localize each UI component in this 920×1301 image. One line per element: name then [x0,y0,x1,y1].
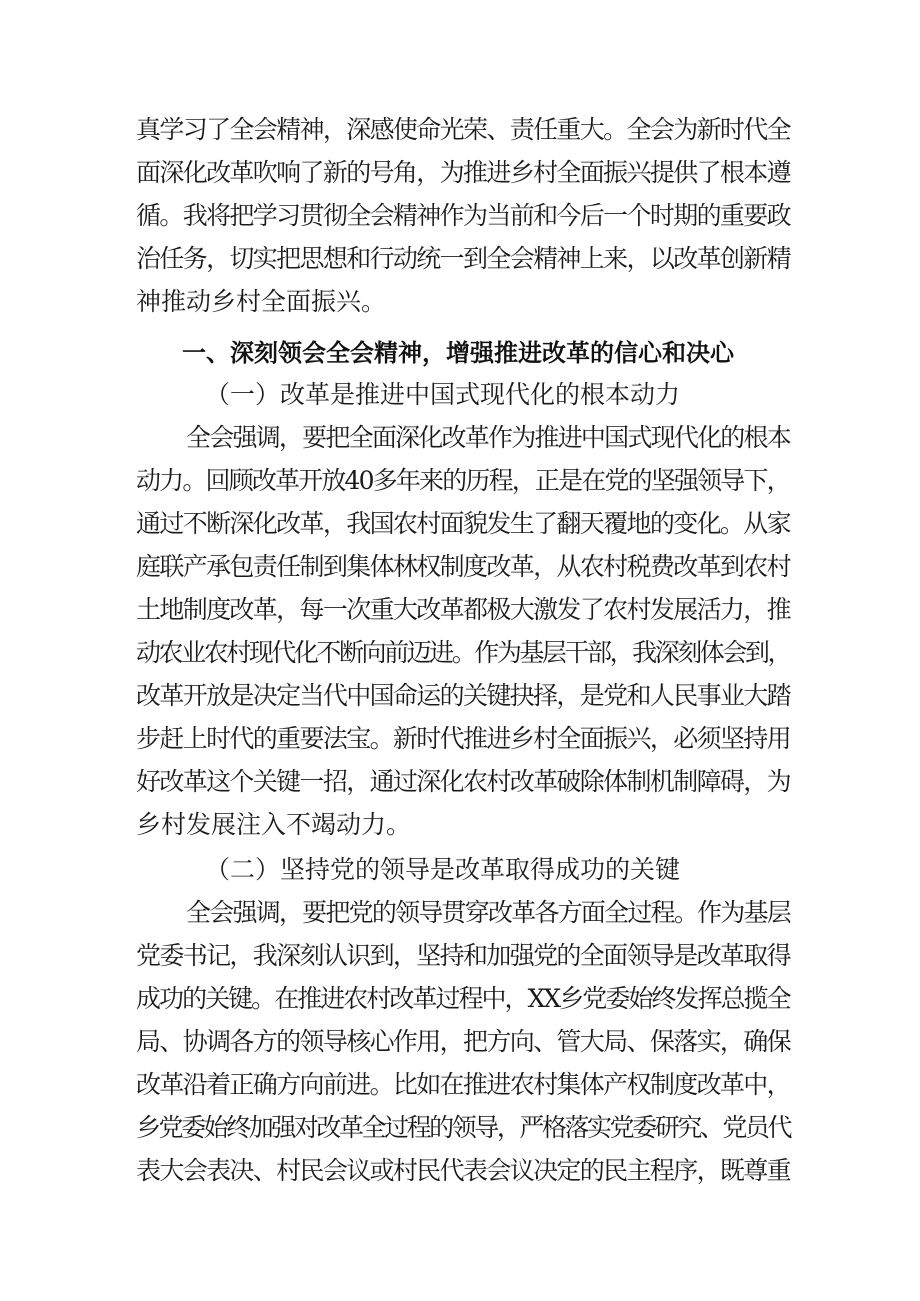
body-line: 乡村发展注入不竭动力。 [136,810,412,839]
subsection-heading: （一）改革是推进中国式现代化的根本动力 [205,380,681,409]
body-line: 乡党委始终加强对改革全过程的领导，严格落实党委研究、党员代 [136,1113,791,1142]
body-line: 表大会表决、村民会议或村民代表会议决定的民主程序，既尊重 [136,1156,791,1185]
body-line: 改革沿着正确方向前进。比如在推进农村集体产权制度改革中， [136,1070,791,1099]
body-line: 动农业农村现代化不断向前迈进。作为基层干部，我深刻体会到， [136,638,791,667]
intro-line: 治任务，切实把思想和行动统一到全会精神上来，以改革创新精 [136,244,791,273]
body-line: 改革开放是决定当代中国命运的关键抉择，是党和人民事业大踏 [136,681,791,710]
body-line: 局、协调各方的领导核心作用，把方向、管大局、保落实，确保 [136,1027,791,1056]
subsection-heading: （二）坚持党的领导是改革取得成功的关键 [205,855,681,884]
body-line: 党委书记，我深刻认识到，坚持和加强党的全面领导是改革取得 [136,941,791,970]
body-line: 全会强调，要把全面深化改革作为推进中国式现代化的根本 [186,423,791,452]
intro-line: 面深化改革吹响了新的号角，为推进乡村全面振兴提供了根本遵 [136,158,791,187]
intro-line: 神推动乡村全面振兴。 [136,287,387,316]
body-line: 动力。回顾改革开放40多年来的历程，正是在党的坚强领导下， [136,466,790,495]
section-heading: 一、深刻领会全会精神，增强推进改革的信心和决心 [182,339,734,367]
body-line: 成功的关键。在推进农村改革过程中，XX乡党委始终发挥总揽全 [136,984,790,1013]
body-line: 好改革这个关键一招，通过深化农村改革破除体制机制障碍，为 [136,767,791,796]
body-line: 步赶上时代的重要法宝。新时代推进乡村全面振兴，必须坚持用 [136,724,791,753]
body-line: 庭联产承包责任制到集体林权制度改革，从农村税费改革到农村 [136,552,791,581]
body-line: 全会强调，要把党的领导贯穿改革各方面全过程。作为基层 [186,898,791,927]
intro-line: 真学习了全会精神，深感使命光荣、责任重大。全会为新时代全 [136,115,791,144]
body-line: 通过不断深化改革，我国农村面貌发生了翻天覆地的变化。从家 [136,509,791,538]
body-line: 土地制度改革，每一次重大改革都极大激发了农村发展活力，推 [136,595,791,624]
intro-line: 循。我将把学习贯彻全会精神作为当前和今后一个时期的重要政 [136,201,791,230]
